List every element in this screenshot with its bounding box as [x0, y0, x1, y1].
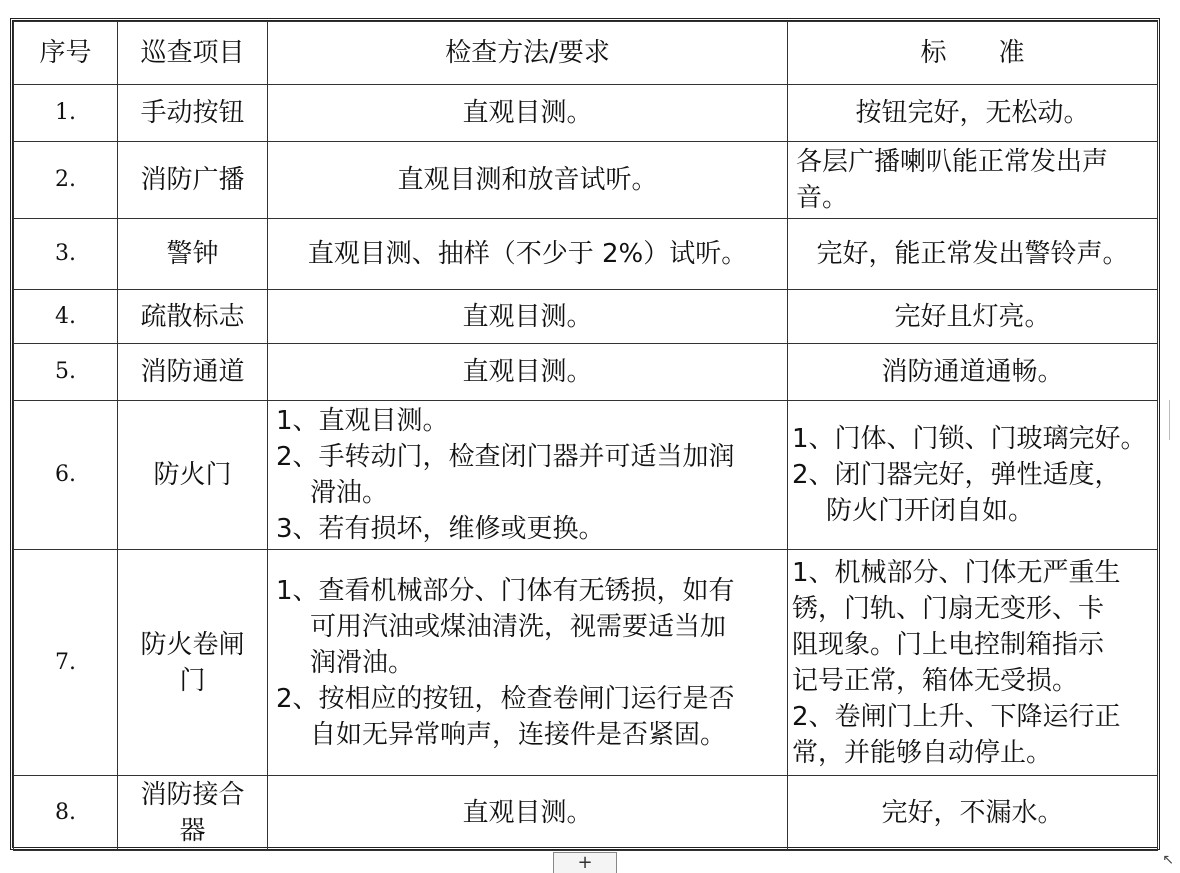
header-item: 巡查项目: [118, 22, 268, 85]
cell-no: 6.: [14, 401, 118, 550]
cell-method: 1、直观目测。 2、手转动门，检查闭门器并可适当加润 滑油。 3、若有损坏，维修或更换。: [268, 401, 788, 550]
cell-no: 3.: [14, 219, 118, 290]
cell-item: 消防接合 器: [118, 776, 268, 851]
cell-method: 1、查看机械部分、门体有无锈损，如有 可用汽油或煤油清洗，视需要适当加 润滑油。 2、按相应的按钮，检查卷闸门运行是否 自如无异常响声，连接件是否紧固。: [268, 550, 788, 776]
resize-corner-icon[interactable]: ↖: [1162, 852, 1174, 868]
cell-item: 防火卷闸 门: [118, 550, 268, 776]
table-row: [14, 142, 1158, 219]
cell-standard: 按钮完好，无松动。: [788, 85, 1158, 142]
cell-method: 直观目测和放音试听。: [268, 142, 788, 219]
table-row: [14, 344, 1158, 401]
header-row: [14, 22, 1158, 85]
cell-item: 消防广播: [118, 142, 268, 219]
inspection-table: [13, 21, 1158, 851]
cell-item: 防火门: [118, 401, 268, 550]
cell-standard: 完好且灯亮。: [788, 290, 1158, 344]
cell-method: 直观目测。: [268, 85, 788, 142]
cell-method: 直观目测。: [268, 776, 788, 851]
cell-no: 7.: [14, 550, 118, 776]
cell-no: 8.: [14, 776, 118, 851]
header-method: 检查方法/要求: [268, 22, 788, 85]
cell-method: 直观目测、抽样（不少于 2%）试听。: [268, 219, 788, 290]
header-no: 序号: [14, 22, 118, 85]
table-row: [14, 290, 1158, 344]
cell-method: 直观目测。: [268, 290, 788, 344]
cell-method: 直观目测。: [268, 344, 788, 401]
inspection-table-frame: [10, 18, 1160, 850]
page-top-edge: [0, 0, 1180, 14]
add-sheet-tab[interactable]: +: [553, 852, 617, 873]
cell-standard: 1、门体、门锁、门玻璃完好。 2、闭门器完好，弹性适度， 防火门开闭自如。: [788, 401, 1158, 550]
table-row: [14, 550, 1158, 776]
cell-item: 消防通道: [118, 344, 268, 401]
cell-no: 5.: [14, 344, 118, 401]
cell-standard: 消防通道通畅。: [788, 344, 1158, 401]
cell-standard: 1、机械部分、门体无严重生 锈，门轨、门扇无变形、卡 阻现象。门上电控制箱指示 记号正常，箱体无受损。 2、卷闸门上升、下降运行正 常，并能够自动停止。: [788, 550, 1158, 776]
cell-no: 1.: [14, 85, 118, 142]
cell-standard: 完好，不漏水。: [788, 776, 1158, 851]
cell-item: 手动按钮: [118, 85, 268, 142]
cell-no: 2.: [14, 142, 118, 219]
cell-standard: 各层广播喇叭能正常发出声 音。: [788, 142, 1158, 219]
cell-no: 4.: [14, 290, 118, 344]
cell-standard: 完好，能正常发出警铃声。: [788, 219, 1158, 290]
table-row: [14, 219, 1158, 290]
table-row: [14, 776, 1158, 851]
table-row: [14, 401, 1158, 550]
table-row: [14, 85, 1158, 142]
cell-item: 疏散标志: [118, 290, 268, 344]
cell-item: 警钟: [118, 219, 268, 290]
side-ruler-mark: [1169, 400, 1180, 440]
header-standard: 标 准: [788, 22, 1158, 85]
